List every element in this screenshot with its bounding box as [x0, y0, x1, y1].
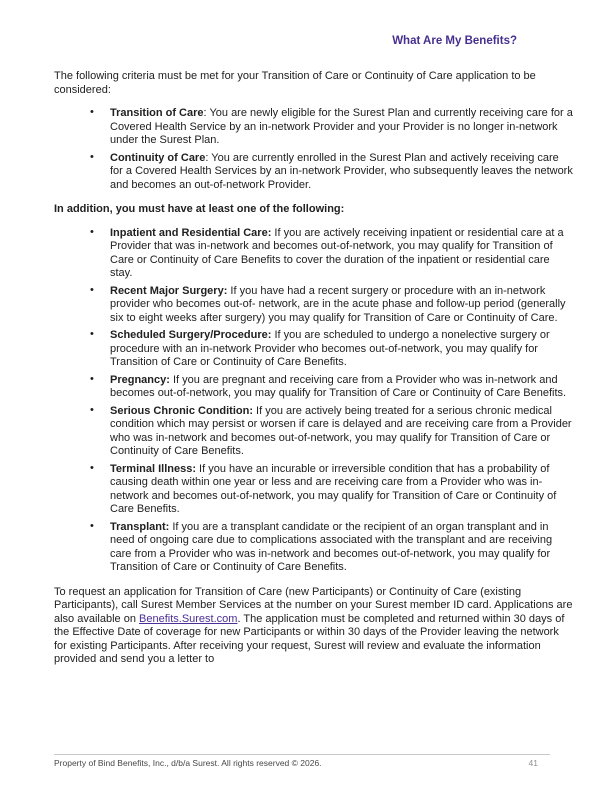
list-item-label: Transition of Care — [110, 107, 204, 119]
benefits-surest-link[interactable]: Benefits.Surest.com — [139, 612, 238, 625]
list-item — [54, 285, 573, 326]
criteria-list — [54, 107, 573, 192]
intro-paragraph: The following criteria must be met for your Transition of Care or Continuity of Care application to be considered: — [54, 70, 536, 96]
list-item-label: Recent Major Surgery: — [110, 284, 228, 297]
list-item-text: If you are actively receiving inpatient or residential care at a Provider that was in-network and becomes out-of-network, you may qualify for Transition of Care or Continuity of Care Benefits to cover the duration of the inpatient or residential care stay. — [110, 226, 564, 279]
list-item-label: Pregnancy: — [110, 373, 170, 386]
list-item — [54, 329, 573, 370]
list-item — [54, 107, 573, 148]
list-item-label: Serious Chronic Condition: — [110, 404, 253, 417]
list-item-label: Terminal Illness: — [110, 462, 196, 475]
list-item-text: If you are actively being treated for a serious chronic medical condition which may persist or worsen if care is delayed and are receiving care from a Provider who was in-network and becomes out-of-network, you may qualify for Transition of Care or Continuity of Care Benefits. — [110, 404, 572, 457]
footer-page-number: 41 — [528, 758, 538, 768]
conditions-list — [54, 227, 573, 575]
list-item-text: If you are a transplant candidate or the recipient of an organ transplant and in need of ongoing care due to complications associated with the transplant and are receiving care from a Provider who was in-network and becomes out-of-network, you may qualify for Transition of Care or Continuity of Care Benefits. — [110, 520, 553, 573]
footer-copyright: Property of Bind Benefits, Inc., d/b/a Surest. All rights reserved © 2026. — [54, 758, 322, 768]
list-item-text: : You are currently enrolled in the Surest Plan and actively receiving care for a Covered Health Services by an in-network Provider, who subsequently leaves the network and becomes an out-of-network Provider. — [110, 151, 573, 191]
list-item — [54, 227, 573, 281]
addition-heading: In addition, you must have at least one of the following: — [54, 203, 345, 215]
list-item-text: If you have an incurable or irreversible condition that has a probability of causing death within one year or less and are receiving care from a Provider who was in-network and becomes out-of-network, you may qualify for Transition of Care or Continuity of Care Benefits. — [110, 462, 557, 515]
closing-paragraph — [54, 586, 573, 667]
list-item-label: Inpatient and Residential Care: — [110, 226, 272, 239]
list-item-label: Transplant: — [110, 520, 170, 533]
list-item-label: Continuity of Care — [110, 151, 206, 164]
list-item-label: Scheduled Surgery/Procedure: — [110, 329, 272, 341]
list-item — [54, 374, 573, 401]
list-item-text: If you are pregnant and receiving care from a Provider who was in-network and becomes out-of-network, you may qualify for Transition of Care or Continuity of Care Benefits. — [110, 373, 567, 399]
list-item-text: : You are newly eligible for the Surest Plan and currently receiving care for a Covered Health Service by an in-network Provider and your Provider is no longer in-network under the Surest Plan. — [110, 107, 573, 146]
list-item-text: If you are scheduled to undergo a nonelective surgery or procedure with an in-network Provider who becomes out-of-network, you may qualify for Transition of Care or Continuity of Care Benefits. — [110, 329, 550, 368]
page-title: What Are My Benefits? — [392, 35, 517, 47]
list-item — [54, 405, 573, 459]
closing-text-before: To request an application for Transition of Care (new Participants) or Continuity of Care (existing Participants), call Surest Member Services at the number on your Surest member ID card. Applications are also available on — [54, 585, 573, 625]
page-footer — [54, 754, 550, 768]
list-item-text: If you have had a recent surgery or procedure with an in-network provider who becomes out-of- network, are in the acute phase and follow-up period (generally six to eight weeks after surgery) you may qualify for Transition of Care or Continuity of Care. — [110, 284, 566, 324]
closing-text-after: . The application must be completed and returned within 30 days of the Effective Date of coverage for new Participants or within 30 days of the Provider leaving the network for existing Participants. After receiving your request, Surest will review and evaluate the information provided and send you a letter to — [54, 612, 565, 665]
list-item — [54, 521, 573, 575]
list-item — [54, 463, 573, 517]
document-page — [0, 35, 600, 811]
list-item — [54, 152, 573, 193]
